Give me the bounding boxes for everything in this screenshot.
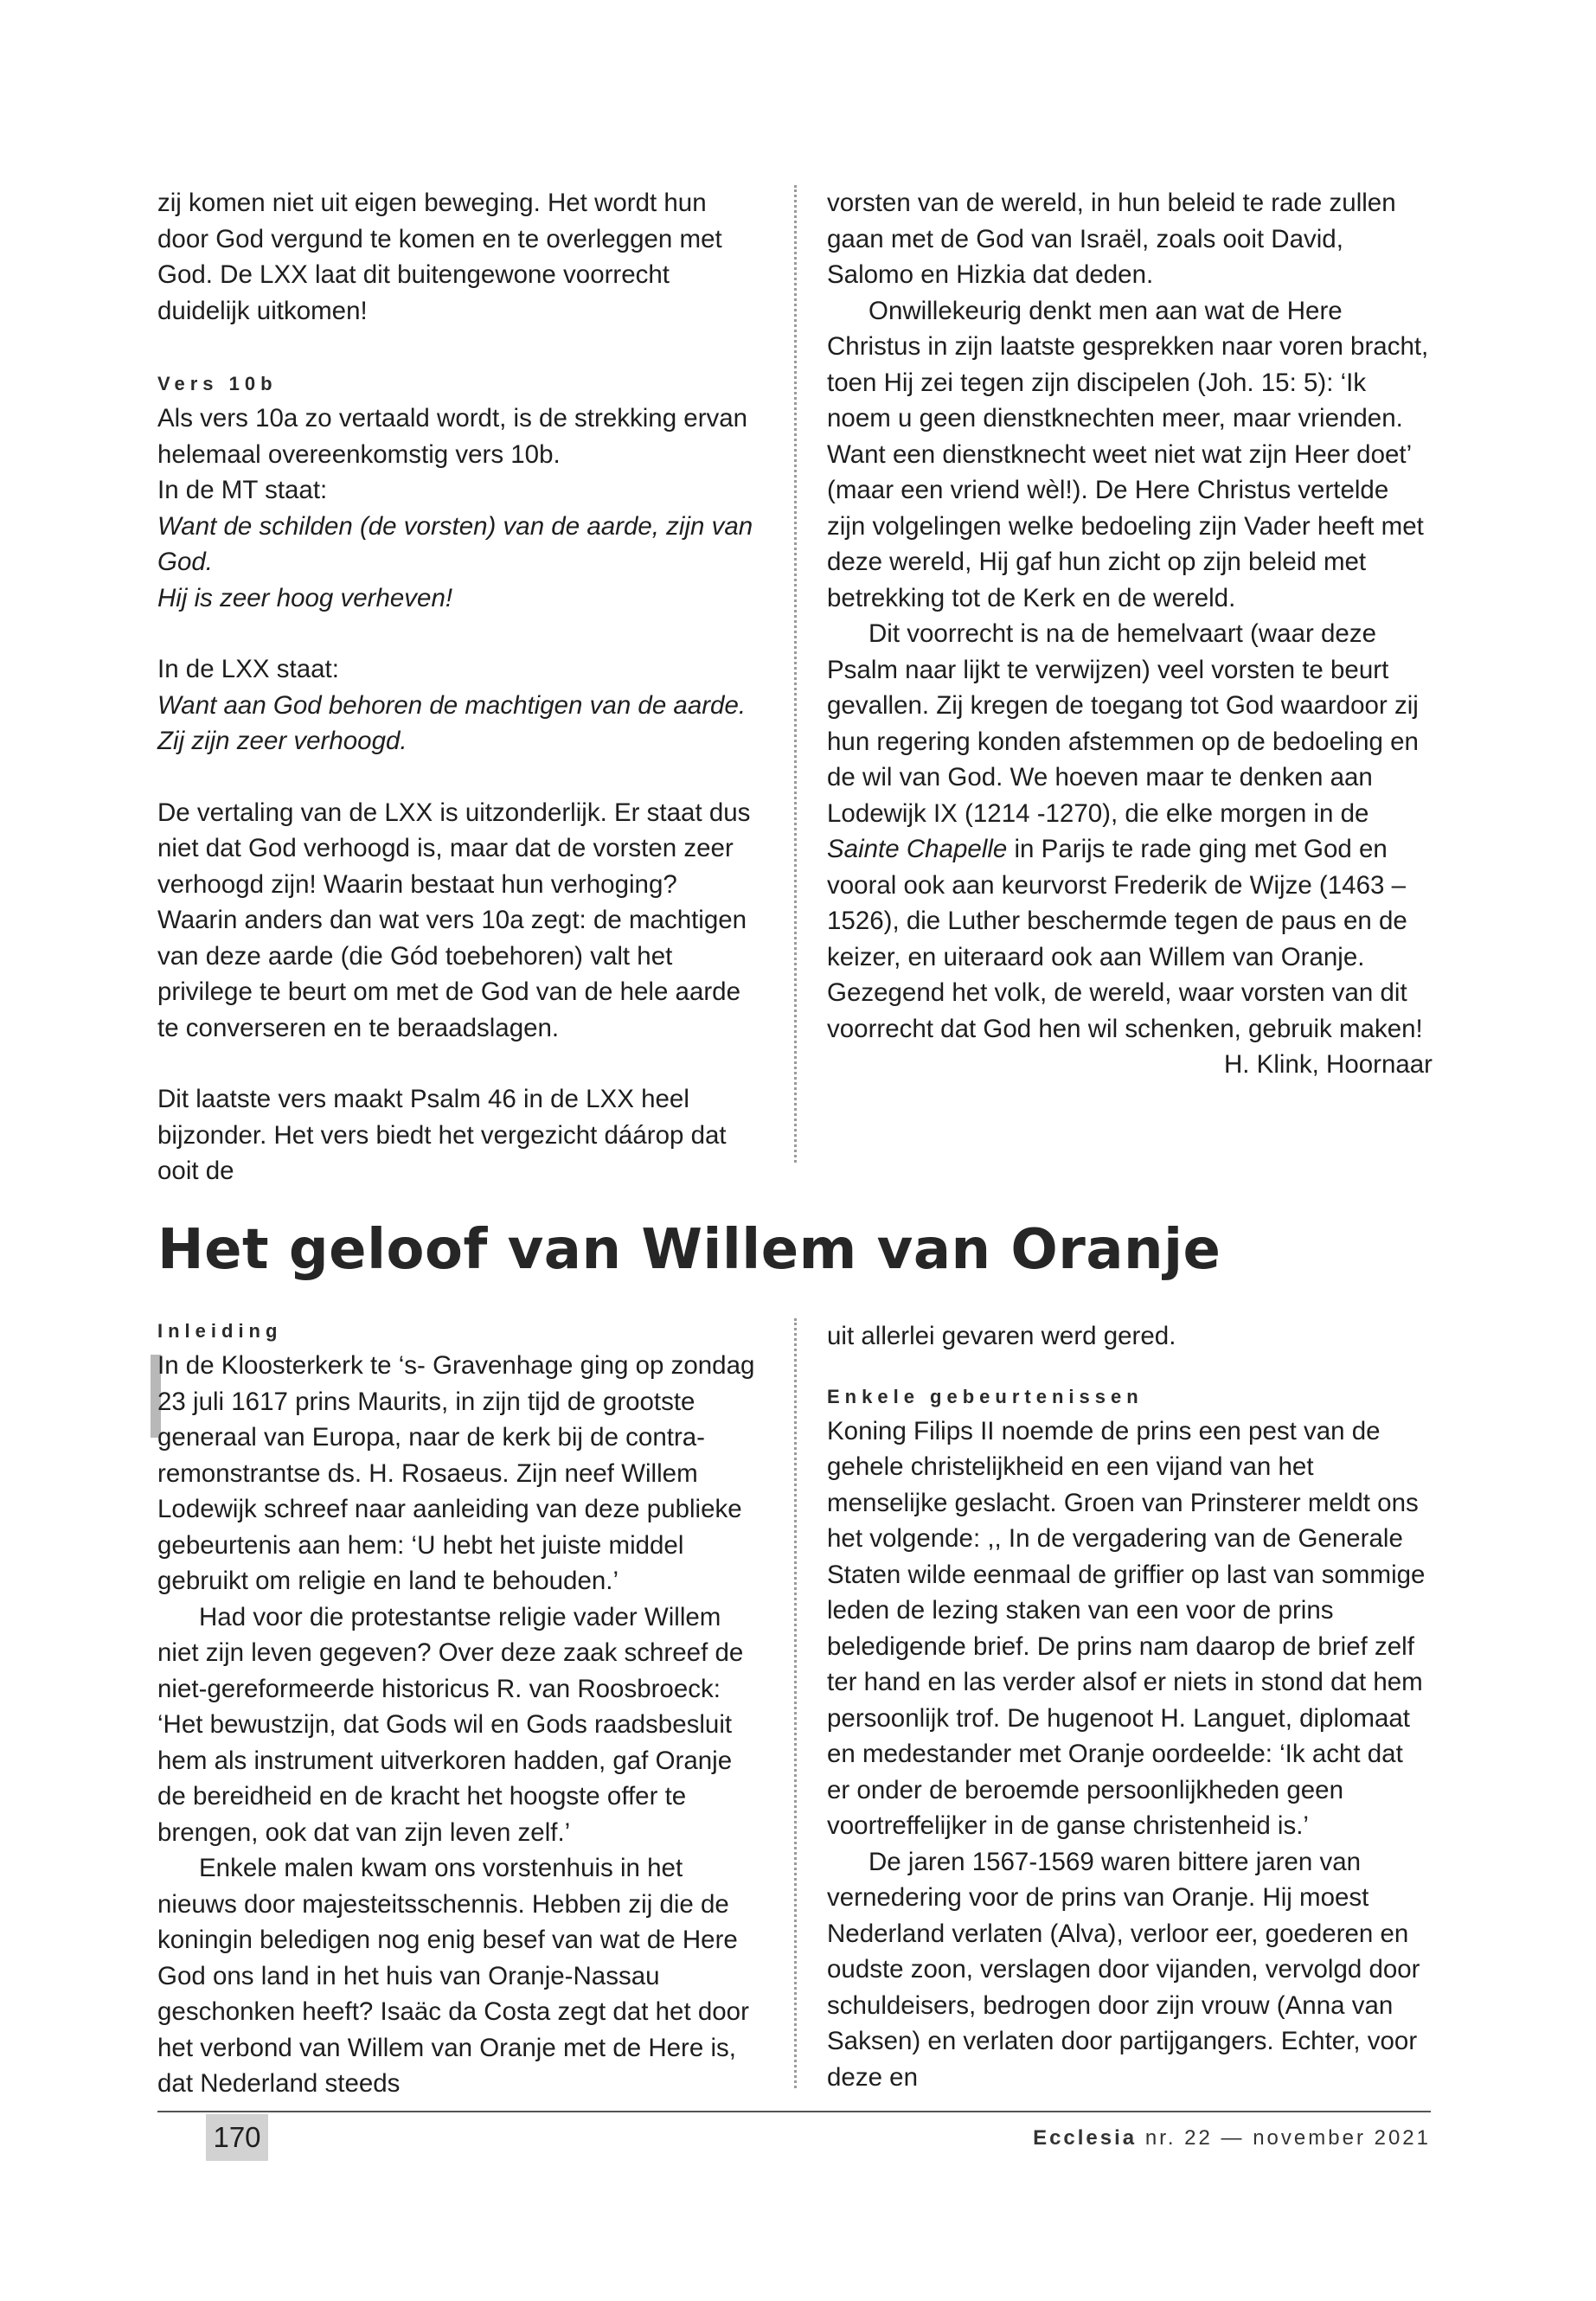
quote-line: Want de schilden (de vorsten) van de aarde, zijn van God. [157, 511, 753, 576]
subheading-inleiding: Inleiding [157, 1320, 283, 1342]
author-signature: H. Klink, Hoornaar [1223, 1050, 1433, 1079]
journal-name: Ecclesia [1033, 2126, 1138, 2150]
paragraph: zij komen niet uit eigen beweging. Het wordt hun door God vergund te komen en te overleggen met God. De LXX laat dit buitengewone voorrecht duidelijk uitkomen! [157, 189, 722, 325]
quote-line: Want aan God behoren de machtigen van de aarde. [157, 690, 747, 720]
paragraph: Had voor die protestantse religie vader Willem niet zijn leven gegeven? Over deze zaak schreef de niet-gereformeerde historicus R. van Roosbroeck: ‘Het bewustzijn, dat Gods wil en Gods raadsbesluit hem als instrument uitverkoren hadden, gaf Oranje de bereidheid en de kracht het hoogste offer te brengen, ook dat van zijn leven zelf.’ [157, 1602, 744, 1847]
footer-rule [157, 2111, 1431, 2112]
paragraph: uit allerlei gevaren werd gered. [827, 1322, 1176, 1350]
column-bottom-right [827, 1318, 1433, 2095]
italic-term: Sainte Chapelle [827, 835, 1008, 863]
paragraph: Als vers 10a zo vertaald wordt, is de strekking ervan helemaal overeenkomstig vers 10b. [157, 404, 748, 469]
article-title: Het geloof van Willem van Oranje [157, 1218, 1221, 1282]
quote-line: Zij zijn zeer verhoogd. [157, 727, 407, 755]
paragraph: Dit laatste vers maakt Psalm 46 in de LXX heel bijzonder. Het vers biedt het vergezicht dáárop dat ooit de [157, 1085, 727, 1185]
journal-info [1033, 2121, 1431, 2156]
subheading-enkele-gebeurtenissen: Enkele gebeurtenissen [827, 1385, 1144, 1407]
subheading-vers-10b: Vers 10b [157, 373, 278, 394]
paragraph: Enkele malen kwam ons vorstenhuis in het nieuws door majesteitsschennis. Hebben zij die de koningin beledigen nog enig besef van wat de Here God ons land in het huis van Oranje-Nassau geschonken heeft? Isaäc da Costa zegt dat het door het verbond van Willem van Oranje met de Here is, dat Nederland steeds [157, 1854, 749, 2098]
column-divider-bottom [794, 1318, 797, 2088]
paragraph: Onwillekeurig denkt men aan wat de Here Christus in zijn laatste gesprekken naar voren bracht, toen Hij zei tegen zijn discipelen (Joh. 15: 5): ‘Ik noem u geen dienstknechten meer, maar vrienden. Want een dienstknecht weet niet wat zijn Heer doet’ (maar een vriend wèl!). De Here Christus vertelde zijn volgelingen welke bedoeling zijn Vader heeft met deze wereld, Hij gaf hun zicht op zijn beleid met betrekking tot de Kerk en de wereld. [827, 296, 1429, 612]
column-divider-top [794, 185, 797, 1163]
column-top-left [157, 185, 758, 1189]
paragraph: In de MT staat: [157, 476, 328, 504]
paragraph: vorsten van de wereld, in hun beleid te rade zullen gaan met de God van Israël, zoals ooit David, Salomo en Hizkia dat deden. [827, 189, 1396, 289]
paragraph: In de LXX staat: [157, 655, 339, 683]
column-bottom-left [157, 1318, 758, 2102]
paragraph: De jaren 1567-1569 waren bittere jaren van vernedering voor de prins van Oranje. Hij moest Nederland verlaten (Alva), verloor eer, goederen en oudste zoon, verslagen door vijanden, vervolgd door schuldeisers, bedrogen door zijn vrouw (Anna van Saksen) en verlaten door partijgangers. Echter, voor deze en [827, 1847, 1420, 2092]
paragraph: In de Kloosterkerk te ‘s- Gravenhage ging op zondag 23 juli 1617 prins Maurits, in zijn tijd de grootste generaal van Europa, naar de kerk bij de contra-remonstrantse ds. H. Rosaeus. Zijn neef Willem Lodewijk schreef naar aanleiding van deze publieke gebeurtenis aan hem: ‘U hebt het juiste middel gebruikt om religie en land te behouden.’ [157, 1351, 755, 1595]
issue-info: nr. 22 — november 2021 [1144, 2126, 1431, 2150]
page-number: 170 [206, 2114, 268, 2161]
paragraph: Dit voorrecht is na de hemelvaart (waar deze Psalm naar lijkt te verwijzen) veel vorsten te beurt gevallen. Zij kregen de toegang tot God waardoor zij hun regering konden afstemmen op de bedoeling en de wil van God. We hoeven maar te denken aan Lodewijk IX (1214 -1270), die elke morgen in de Sainte Chapelle in Parijs te rade ging met God en vooral ook aan keurvorst Frederik de Wijze (1463 – 1526), die Luther beschermde tegen de paus en de keizer, en uiteraard ook aan Willem van Oranje. Gezegend het volk, de wereld, waar vorsten van dit voorrecht dat God hen wil schenken, gebruik maken! [827, 619, 1423, 1043]
paragraph: Koning Filips II noemde de prins een pest van de gehele christelijkheid en een vijand van het menselijke geslacht. Groen van Prinsterer meldt ons het volgende: ,, In de vergadering van de Generale Staten wilde eenmaal de griffier op last van sommige leden de lezing staken van een voor de prins beledigende brief. De prins nam daarop de brief zelf ter hand en las verder alsof er niets in stond dat hem persoonlijk trof. De hugenoot H. Languet, diplomaat en medestander met Oranje oordeelde: ‘Ik acht dat er onder de beroemde persoonlijkheden geen voortreffelijker in de ganse christenheid is.’ [827, 1416, 1426, 1840]
quote-line: Hij is zeer hoog verheven! [157, 583, 453, 612]
paragraph: De vertaling van de LXX is uitzonderlijk. Er staat dus niet dat God verhoogd is, maar dat de vorsten zeer verhoogd zijn! Waarin bestaat hun verhoging? Waarin anders dan wat vers 10a zegt: de machtigen van deze aarde (die Gód toebehoren) valt het privilege te beurt om met de God van de hele aarde te converseren en te beraadslagen. [157, 798, 751, 1042]
column-top-right [827, 185, 1433, 1083]
